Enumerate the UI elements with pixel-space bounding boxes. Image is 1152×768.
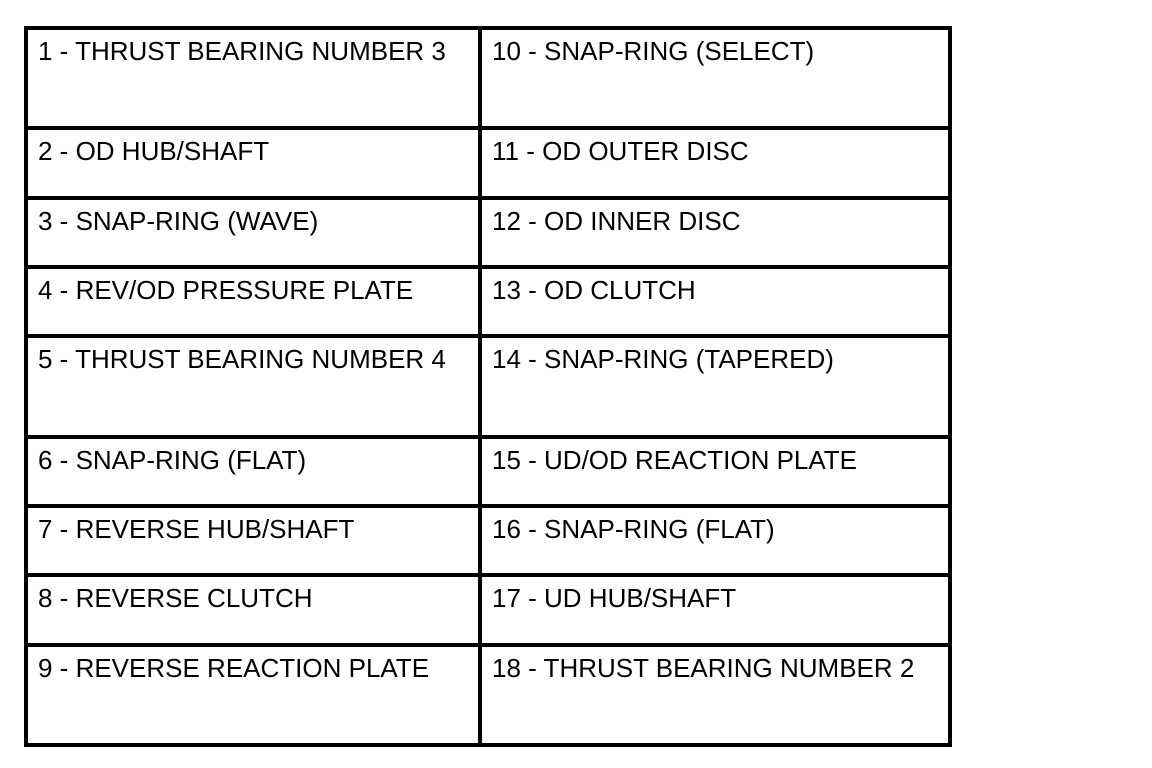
legend-cell-12: 12 - OD INNER DISC [480,198,950,267]
legend-cell-6: 6 - SNAP-RING (FLAT) [26,437,480,506]
legend-cell-14: 14 - SNAP-RING (TAPERED) [480,336,950,436]
legend-cell-2: 2 - OD HUB/SHAFT [26,128,480,197]
legend-cell-4: 4 - REV/OD PRESSURE PLATE [26,267,480,336]
table-row [26,645,950,746]
table-row [26,267,950,336]
parts-legend-table [24,26,952,747]
table-row [26,575,950,644]
legend-cell-16: 16 - SNAP-RING (FLAT) [480,506,950,575]
legend-cell-1: 1 - THRUST BEARING NUMBER 3 [26,28,480,128]
table-row [26,336,950,436]
legend-cell-10: 10 - SNAP-RING (SELECT) [480,28,950,128]
legend-cell-17: 17 - UD HUB/SHAFT [480,575,950,644]
legend-cell-9: 9 - REVERSE REACTION PLATE [26,645,480,746]
table-row [26,198,950,267]
legend-cell-5: 5 - THRUST BEARING NUMBER 4 [26,336,480,436]
legend-cell-13: 13 - OD CLUTCH [480,267,950,336]
legend-cell-3: 3 - SNAP-RING (WAVE) [26,198,480,267]
table-row [26,128,950,197]
table-row [26,506,950,575]
table-row [26,28,950,128]
legend-cell-8: 8 - REVERSE CLUTCH [26,575,480,644]
legend-cell-7: 7 - REVERSE HUB/SHAFT [26,506,480,575]
legend-cell-15: 15 - UD/OD REACTION PLATE [480,437,950,506]
legend-cell-11: 11 - OD OUTER DISC [480,128,950,197]
table-row [26,437,950,506]
legend-cell-18: 18 - THRUST BEARING NUMBER 2 [480,645,950,746]
